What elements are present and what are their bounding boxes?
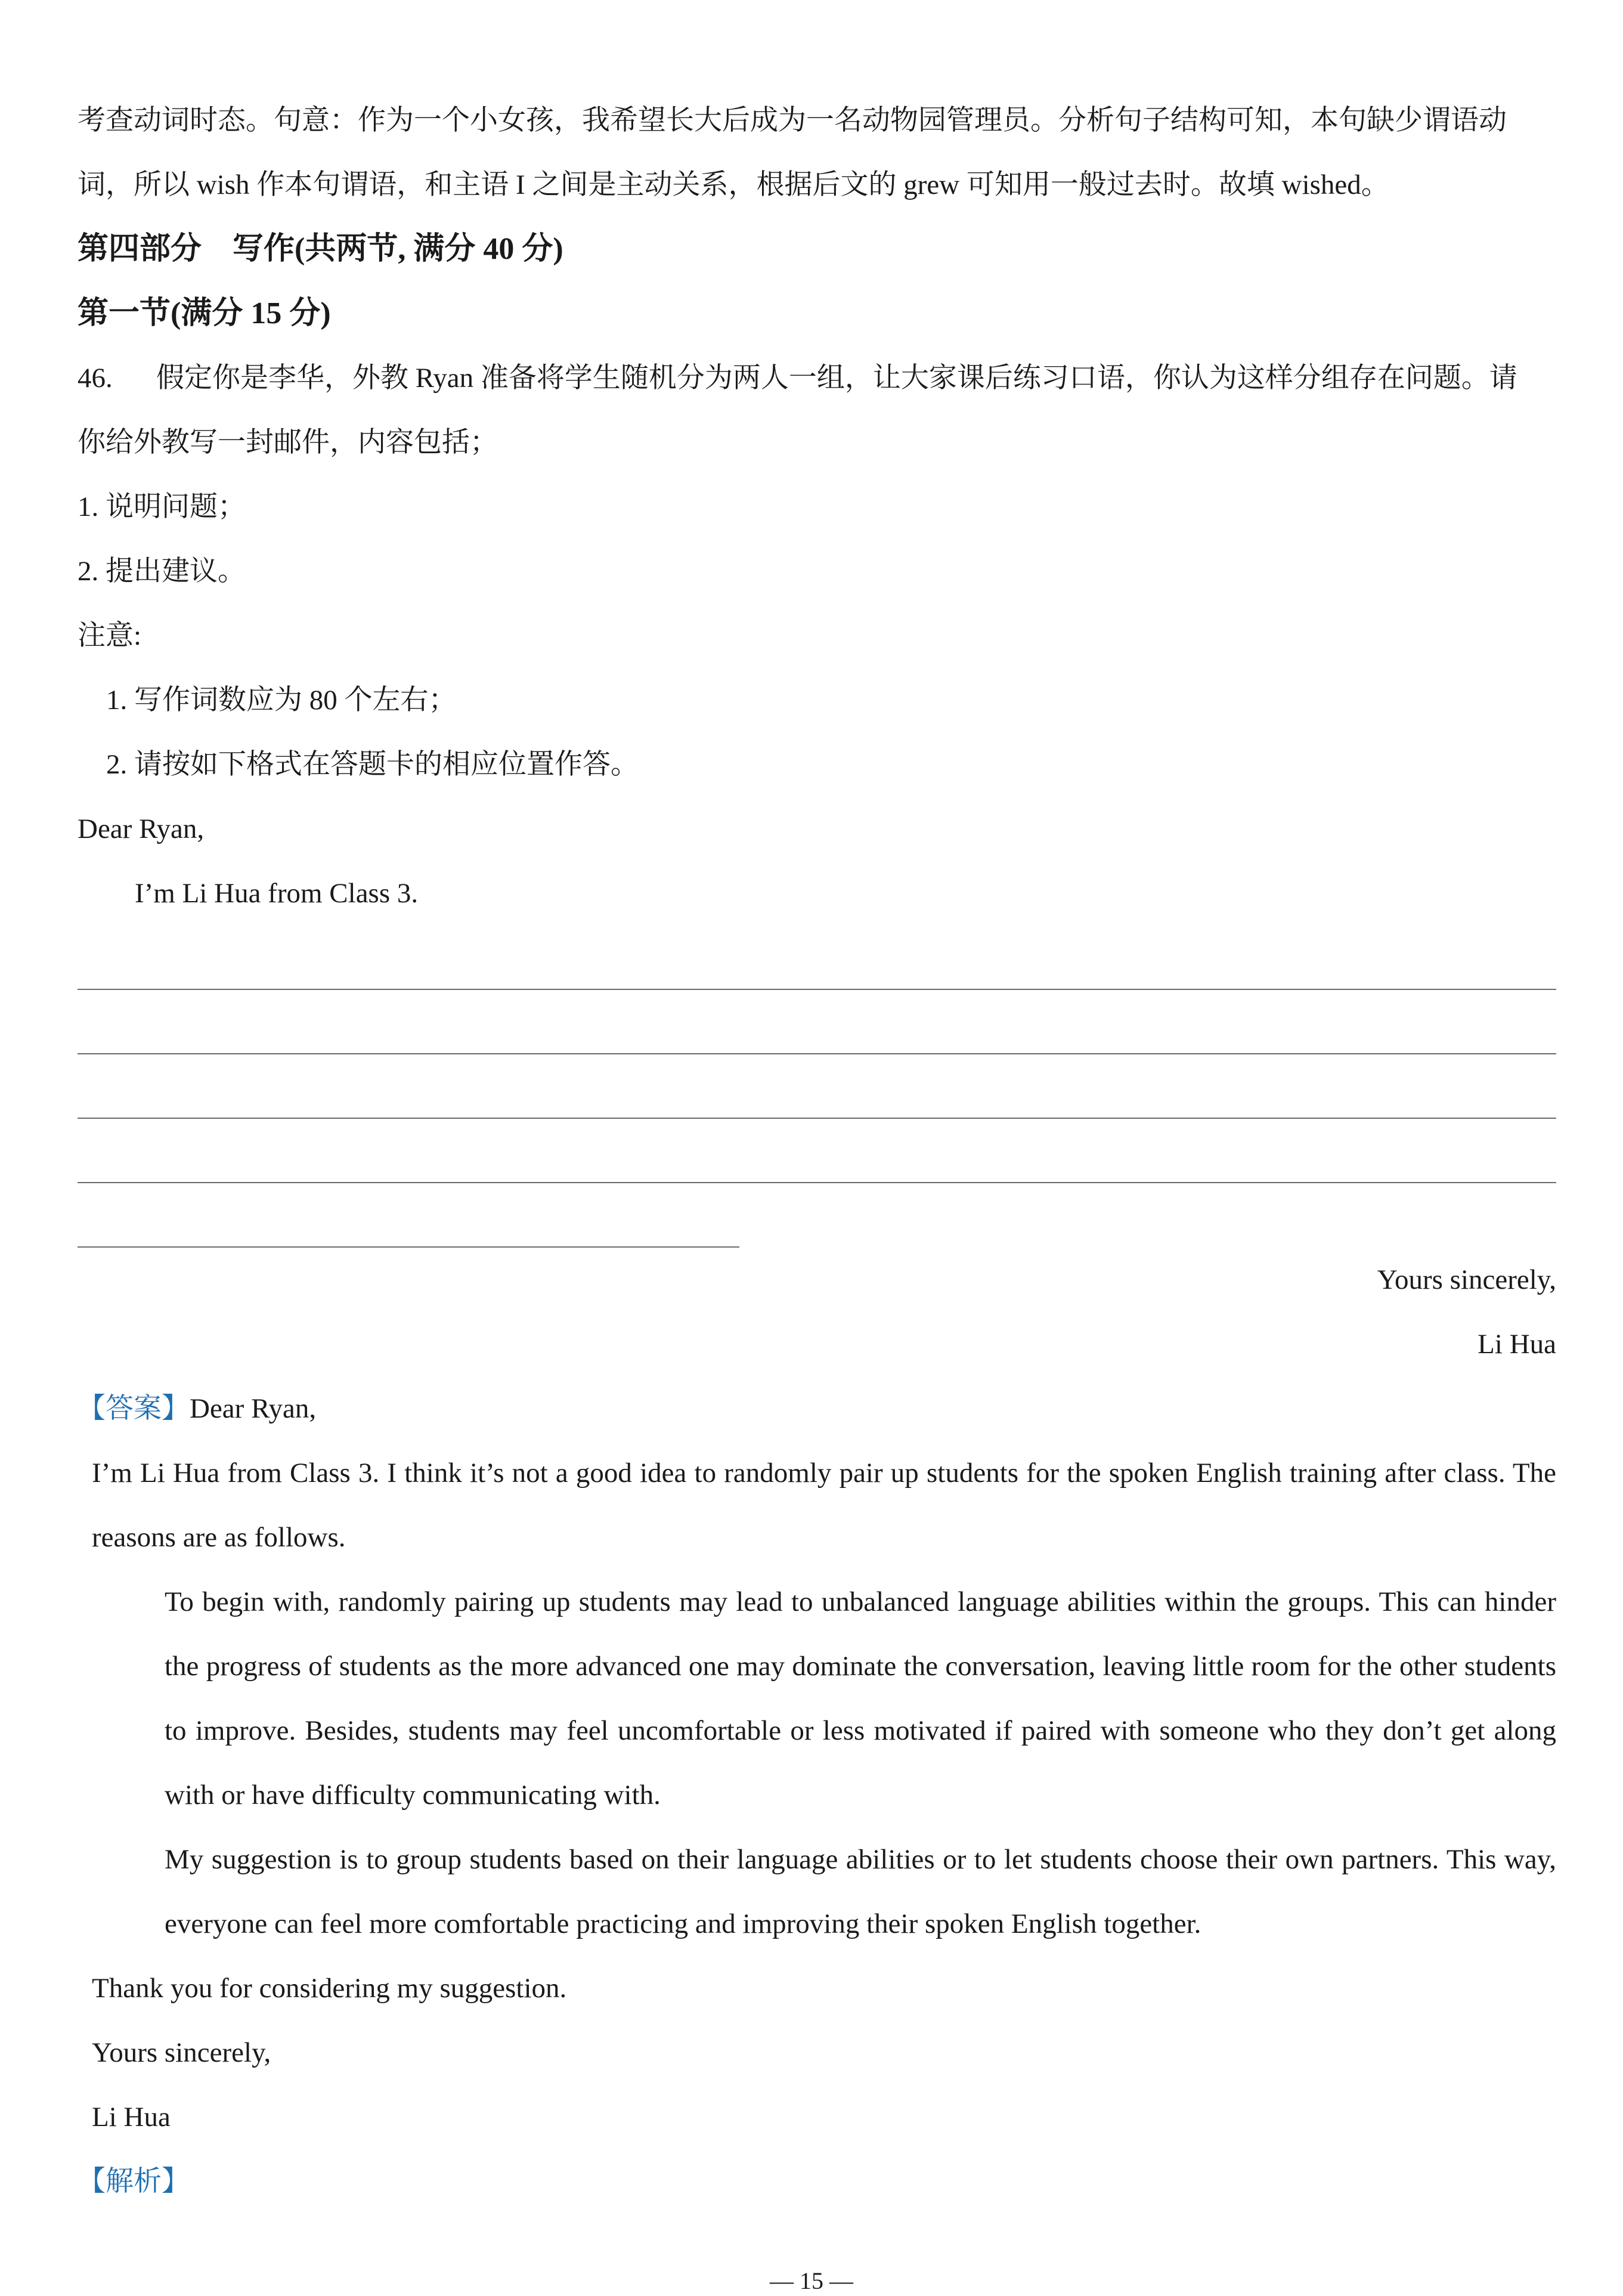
- analysis-label: 【解析】: [78, 2166, 190, 2197]
- question-number: 46.: [78, 363, 113, 394]
- requirement-item: 1. 说明问题；: [78, 491, 246, 522]
- note-item: 1. 写作词数应为 80 个左右；: [106, 685, 457, 716]
- letter-greeting: Dear Ryan,: [78, 813, 205, 844]
- writing-line: [78, 1183, 739, 1248]
- note-item: 2. 请按如下格式在答题卡的相应位置作答。: [106, 749, 639, 780]
- question-prompt-line-1: [78, 346, 1556, 410]
- subsection-heading: 第一节(满分 15 分): [78, 296, 331, 330]
- requirement-item: 2. 提出建议。: [78, 556, 246, 587]
- writing-line: [78, 1119, 1556, 1183]
- answer-greeting-line: [78, 1376, 1556, 1441]
- section-heading: 第四部分 写作(共两节, 满分 40 分): [78, 232, 563, 266]
- explanation-line-2: 词，所以 wish 作本句谓语，和主语 I 之间是主动关系，根据后文的 grew 可知用一般过去时。故填 wished。: [78, 169, 1389, 200]
- answer-paragraph-2: To begin with, randomly pairing up students may lead to unbalanced language abilities within the groups. This can hinder the progress of students as the more advanced one may dominate the conversation, leaving little room for the other students to improve. Besides, students may feel uncomfortable or less motivated if paired with someone who they don’t get along with or have difficulty communicating with.: [165, 1586, 1556, 1811]
- explanation-line-1: 考查动词时态。句意：作为一个小女孩，我希望长大后成为一名动物园管理员。分析句子结构可知，本句缺少谓语动: [78, 105, 1507, 136]
- question-text: 假定你是李华，外教 Ryan 准备将学生随机分为两人一组，让大家课后练习口语，你认为这样分组存在问题。请: [156, 363, 1517, 394]
- letter-opening: I’m Li Hua from Class 3.: [135, 878, 419, 909]
- answer-paragraph-3: My suggestion is to group students based on their language abilities or to let students choose their own partners. This way, everyone can feel more comfortable practicing and improving their spoken English together.: [165, 1844, 1556, 1939]
- answer-thanks: Thank you for considering my suggestion.: [92, 1973, 567, 2004]
- page-number: — 15 —: [770, 2267, 853, 2294]
- answer-closing: Yours sincerely,: [92, 2037, 271, 2068]
- notes-label: 注意:: [78, 620, 142, 651]
- writing-line: [78, 1054, 1556, 1119]
- answer-paragraph-1: I’m Li Hua from Class 3. I think it’s not a good idea to randomly pair up students for the spoken English training after class. The reasons are as follows.: [92, 1458, 1556, 1553]
- answer-greeting: Dear Ryan,: [190, 1393, 317, 1424]
- answer-label: 【答案】: [78, 1393, 190, 1424]
- question-prompt-line-2: 你给外教写一封邮件，内容包括；: [78, 427, 498, 458]
- document-page: [78, 88, 1556, 2214]
- writing-line: [78, 926, 1556, 990]
- answer-writing-lines: [78, 926, 1556, 1248]
- letter-signature: Li Hua: [1478, 1329, 1556, 1360]
- answer-signature: Li Hua: [92, 2102, 171, 2133]
- letter-closing: Yours sincerely,: [1377, 1264, 1556, 1295]
- writing-line: [78, 990, 1556, 1054]
